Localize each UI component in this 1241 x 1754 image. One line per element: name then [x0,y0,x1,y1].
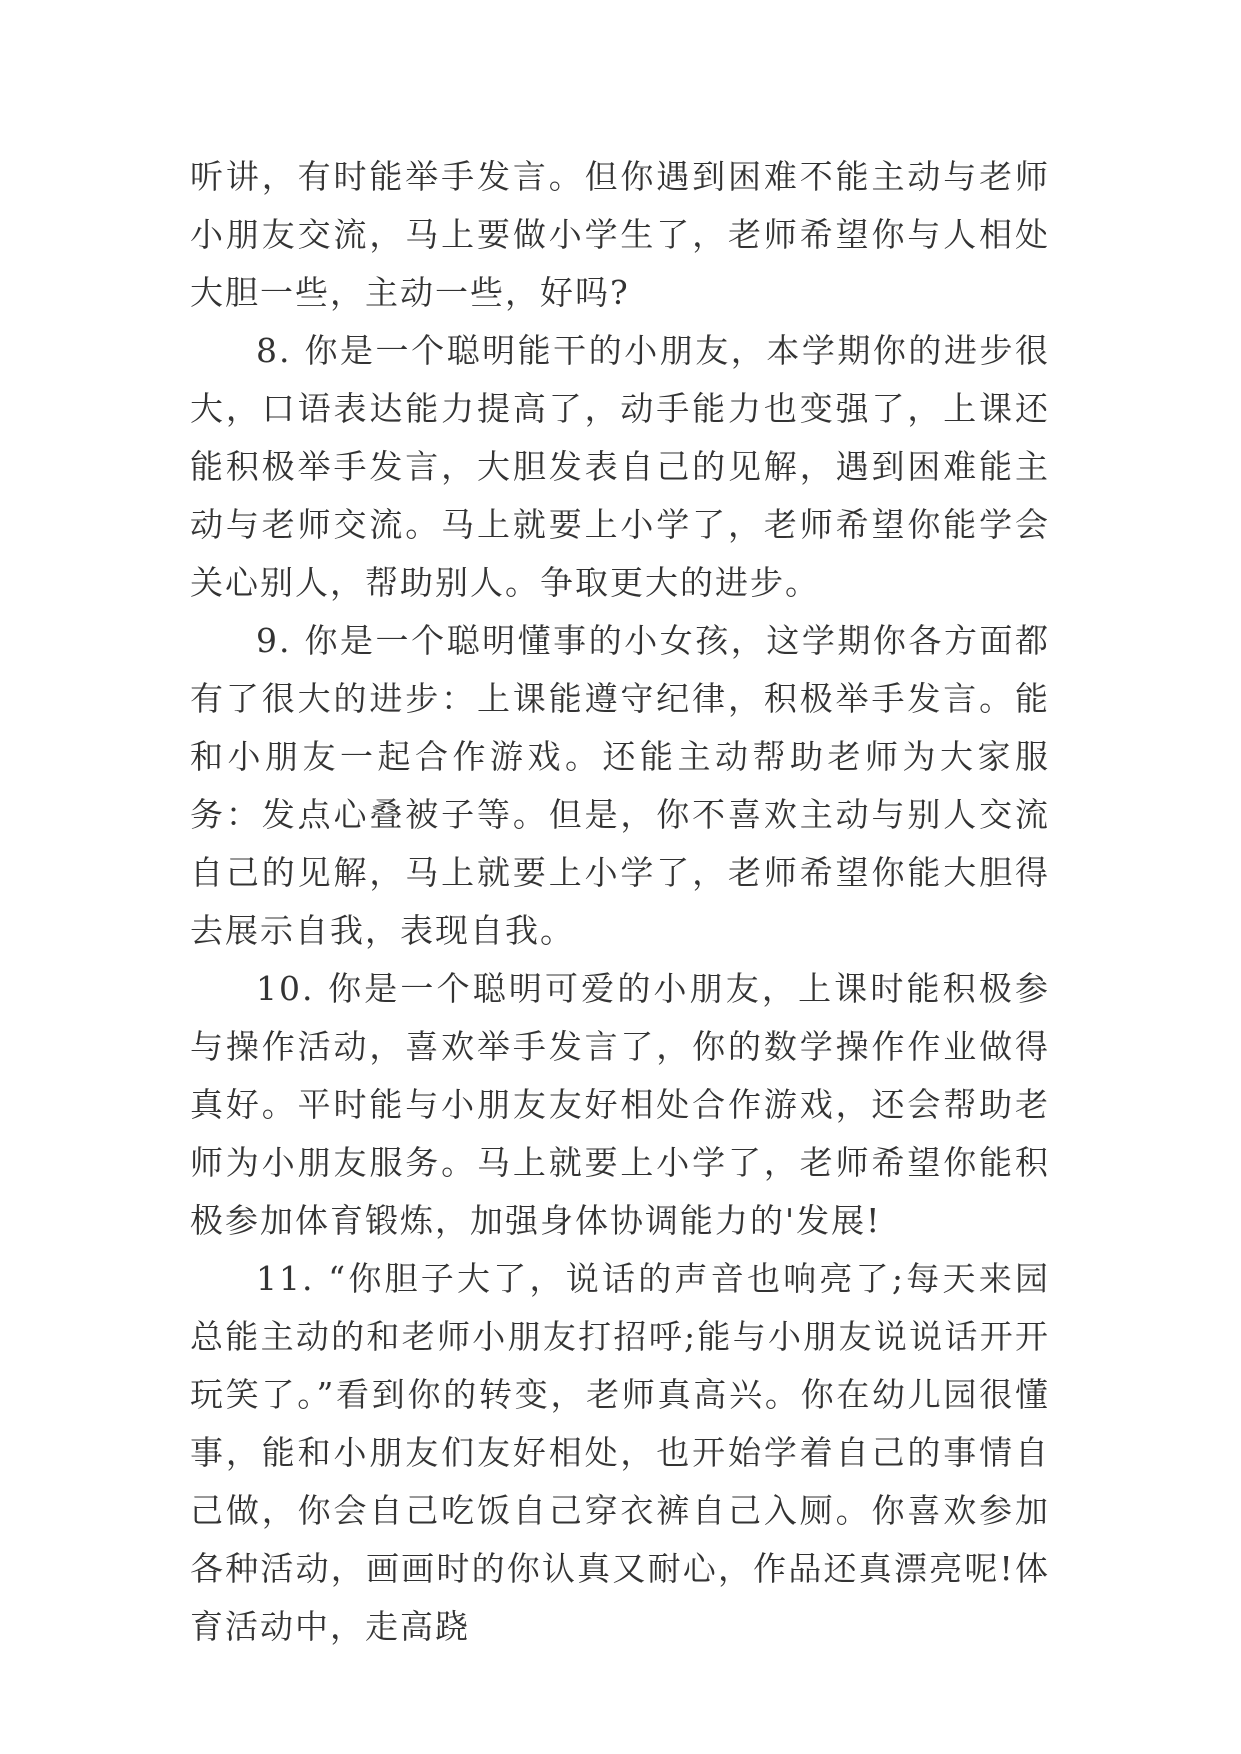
paragraph-continuation: 听讲，有时能举手发言。但你遇到困难不能主动与老师小朋友交流，马上要做小学生了，老师希望你与人相处大胆一些，主动一些，好吗? [190,157,1050,312]
paragraph-item-10: 10. 你是一个聪明可爱的小朋友，上课时能积极参与操作活动，喜欢举手发言了，你的数学操作作业做得真好。平时能与小朋友友好相处合作游戏，还会帮助老师为小朋友服务。马上就要上小学了，老师希望你能积极参加体育锻炼，加强身体协调能力的'发展! [190,969,1050,1240]
paragraph-item-11: 11. “你胆子大了，说话的声音也响亮了;每天来园总能主动的和老师小朋友打招呼;能与小朋友说说话开开玩笑了。”看到你的转变，老师真高兴。你在幼儿园很懂事，能和小朋友们友好相处，也开始学着自己的事情自己做，你会自己吃饭自己穿衣裤自己入厕。你喜欢参加各种活动，画画时的你认真又耐心，作品还真漂亮呢!体育活动中，走高跷 [190,1259,1050,1646]
document-body [190,148,1050,1656]
paragraph-item-9: 9. 你是一个聪明懂事的小女孩，这学期你各方面都有了很大的进步：上课能遵守纪律，积极举手发言。能和小朋友一起合作游戏。还能主动帮助老师为大家服务：发点心叠被子等。但是，你不喜欢主动与别人交流自己的见解，马上就要上小学了，老师希望你能大胆得去展示自我，表现自我。 [190,621,1050,950]
paragraph-item-8: 8. 你是一个聪明能干的小朋友，本学期你的进步很大，口语表达能力提高了，动手能力也变强了，上课还能积极举手发言，大胆发表自己的见解，遇到困难能主动与老师交流。马上就要上小学了，老师希望你能学会关心别人，帮助别人。争取更大的进步。 [190,331,1050,602]
